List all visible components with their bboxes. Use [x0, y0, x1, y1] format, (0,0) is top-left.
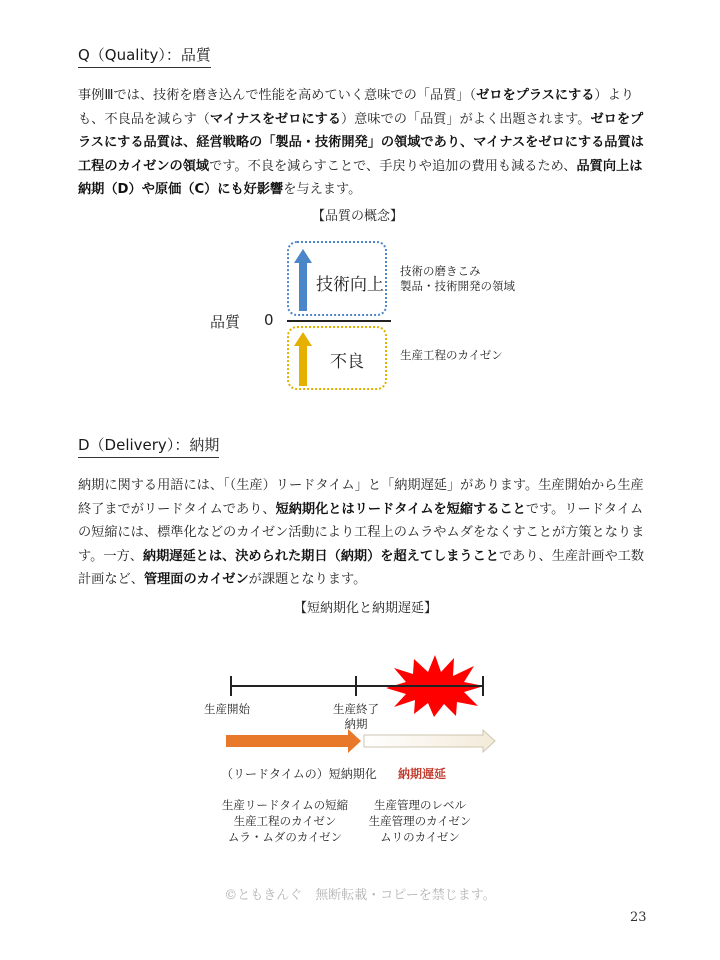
text-segment: ）意味での「品質」がよく出題されます。	[340, 111, 591, 127]
quality-zero-line	[287, 320, 391, 322]
section-heading-quality: Q（Quality）：品質	[78, 44, 211, 68]
upper-box-label: 技術向上	[316, 275, 384, 295]
text-segment: を与えます。	[283, 182, 362, 197]
end-label-line1: 生産終了	[333, 702, 379, 716]
delivery-diagram-caption: 【短納期化と納期遅延】	[294, 601, 438, 616]
text-segment: であり、生産計画や工数計画など、	[78, 548, 645, 587]
timeline-tick-end	[355, 676, 357, 696]
bold-text-segment: ゼロをプラスにする品質は、経営戦略の「製品・技術開発」の領域であり、マイナスをゼロにする品質は工程のカイゼンの領域	[78, 111, 644, 174]
bold-text-segment: ゼロをプラスにする	[476, 88, 595, 103]
lead-time-arrow-icon	[226, 729, 362, 753]
quality-diagram-caption: 【品質の概念】	[312, 209, 404, 224]
list-item: 生産管理のレベル	[374, 798, 466, 812]
delay-title: 納期遅延	[398, 767, 447, 781]
list-item: ムリのカイゼン	[380, 830, 460, 844]
bold-text-segment: 品質向上は納期（D）や原価（C）にも好影響	[78, 158, 643, 197]
list-item: 生産リードタイムの短縮	[221, 798, 349, 812]
up-arrow-icon	[294, 249, 312, 311]
list-item: ムラ・ムダのカイゼン	[227, 830, 343, 844]
start-label: 生産開始	[204, 702, 250, 716]
copyright-footer: ©ともきんぐ 無断転載・コピーを禁じます。	[224, 888, 496, 903]
page-number: 23	[630, 910, 647, 925]
short-lead-title: （リードタイムの）短納期化	[221, 767, 377, 781]
delivery-paragraph	[78, 474, 650, 592]
timeline-tick-start	[230, 676, 232, 696]
up-arrow-icon	[294, 332, 312, 386]
timeline-tick-late	[482, 676, 484, 696]
quality-axis-label: 品質	[210, 313, 241, 331]
bold-text-segment: 管理面のカイゼン	[143, 572, 249, 587]
timeline-line	[230, 685, 484, 687]
list-item: 生産工程のカイゼン	[233, 814, 337, 828]
bold-text-segment: 短納期化とはリードタイムを短縮すること	[275, 501, 526, 517]
lower-note: 生産工程のカイゼン	[400, 348, 503, 362]
section-heading-delivery: D（Delivery）：納期	[78, 434, 219, 458]
quality-paragraph	[78, 84, 650, 202]
upper-note-line1: 技術の磨きこみ	[400, 264, 481, 278]
list-item: 生産管理のカイゼン	[368, 814, 472, 828]
upper-note-line2: 製品・技術開発の領域	[400, 279, 515, 293]
text-segment: です。不良を減らすことで、手戻りや追加の費用も減るため、	[209, 158, 577, 174]
text-segment: 事例Ⅲでは、技術を磨き込んで性能を高めていく意味での「品質」（	[78, 88, 477, 103]
end-label-line2: 納期	[344, 717, 368, 731]
right-list	[345, 797, 495, 845]
text-segment: が課題となります。	[248, 572, 367, 587]
bold-text-segment: 納期遅延とは、決められた期日（納期）を超えてしまうこと	[142, 548, 499, 564]
lower-box-label: 不良	[330, 352, 364, 372]
text-segment: ）よりも、不良品を減らす（	[78, 88, 634, 127]
bold-text-segment: マイナスをゼロにする	[209, 111, 341, 127]
quality-zero-label: 0	[264, 311, 274, 329]
delay-arrow-icon	[363, 729, 497, 753]
text-segment: です。リードタイムの短縮には、標準化などのカイゼン活動により工程上のムラやムダをなくすことが方策となります。一方、	[78, 501, 645, 564]
text-segment: 納期に関する用語には、「（生産）リードタイム」と「納期遅延」があります。生産開始から生産終了までがリードタイムであり、	[78, 478, 644, 517]
